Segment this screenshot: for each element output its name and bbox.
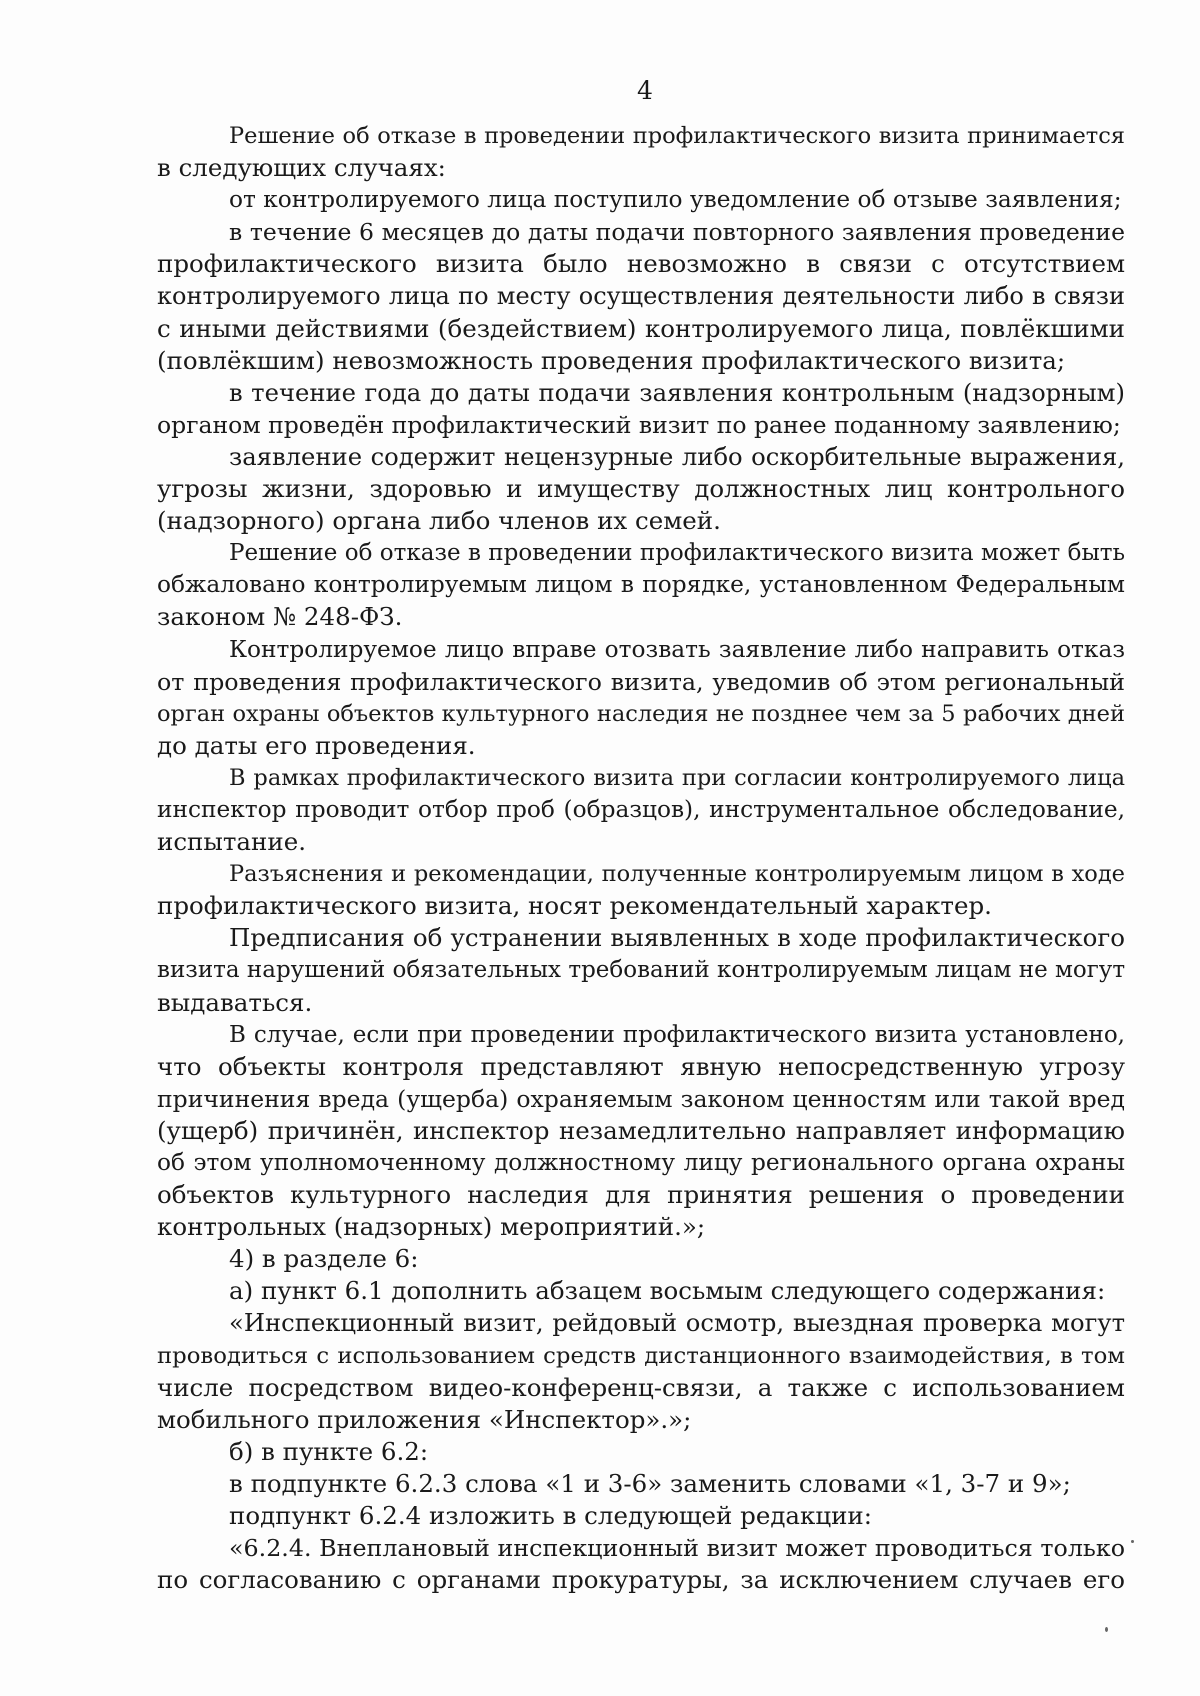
text-line: выдаваться.: [157, 987, 313, 1017]
text-line: в следующих случаях:: [157, 153, 446, 183]
text-line: Разъяснения и рекомендации, полученные контролируемым лицом в ходе: [229, 861, 1125, 888]
text-line: по согласованию с органами прокуратуры, за исключением случаев его: [157, 1565, 1125, 1595]
text-line: Решение об отказе в проведении профилактического визита принимается: [229, 123, 1125, 149]
text-line: 4) в разделе 6:: [229, 1244, 419, 1274]
text-line: Контролируемое лицо вправе отозвать заявление либо направить отказ: [229, 635, 1125, 663]
text-line: профилактического визита, носят рекомендательный характер.: [157, 891, 992, 921]
text-line: «Инспекционный визит, рейдовый осмотр, выездная проверка могут: [229, 1308, 1125, 1338]
text-line: что объекты контроля представляют явную непосредственную угрозу: [157, 1051, 1125, 1081]
text-line: в течение 6 месяцев до даты подачи повторного заявления проведение: [229, 218, 1125, 247]
text-line: испытание.: [157, 827, 306, 857]
text-line: от контролируемого лица поступило уведомление об отзыве заявления;: [229, 186, 1122, 214]
text-line: мобильного приложения «Инспектор».»;: [157, 1404, 692, 1434]
text-line: с иными действиями (бездействием) контролируемого лица, повлёкшими: [157, 313, 1125, 343]
text-line: (надзорного) органа либо членов их семей.: [157, 506, 721, 536]
text-line: инспектор проводит отбор проб (образцов), инструментальное обследование,: [157, 795, 1125, 823]
text-line: обжаловано контролируемым лицом в порядке, установленном Федеральным: [157, 571, 1125, 599]
text-line: Предписания об устранении выявленных в ходе профилактического: [229, 923, 1125, 953]
text-line: (повлёкшим) невозможность проведения профилактического визита;: [157, 345, 1066, 375]
text-line: (ущерб) причинён, инспектор незамедлительно направляет информацию: [157, 1115, 1125, 1145]
text-line: угрозы жизни, здоровью и имуществу должностных лиц контрольного: [157, 474, 1125, 504]
text-line: числе посредством видео-конференц-связи, а также с использованием: [157, 1372, 1125, 1402]
scan-speck: [1131, 1540, 1134, 1543]
text-line: причинения вреда (ущерба) охраняемым законом ценностям или такой вред: [157, 1084, 1125, 1113]
scan-speck: [1105, 1627, 1108, 1632]
text-line: контролируемого лица по месту осуществления деятельности либо в связи: [157, 282, 1125, 311]
text-line: в подпункте 6.2.3 слова «1 и 3-6» заменить словами «1, 3-7 и 9»;: [229, 1468, 1071, 1498]
text-line: «6.2.4. Внеплановый инспекционный визит может проводиться только: [229, 1534, 1125, 1563]
text-line: законом № 248-ФЗ.: [157, 602, 403, 632]
text-line: проводиться с использованием средств дистанционного взаимодействия, в том: [157, 1342, 1125, 1369]
text-line: В рамках профилактического визита при согласии контролируемого лица: [229, 764, 1125, 791]
text-line: до даты его проведения.: [157, 730, 476, 760]
text-line: от проведения профилактического визита, уведомив об этом региональный: [157, 667, 1125, 696]
text-line: объектов культурного наследия для принятия решения о проведении: [157, 1180, 1125, 1210]
text-line: контрольных (надзорных) мероприятий.»;: [157, 1212, 706, 1242]
text-line: в течение года до даты подачи заявления контрольным (надзорным): [229, 377, 1125, 407]
text-line: подпункт 6.2.4 изложить в следующей редакции:: [229, 1501, 873, 1531]
text-line: а) пункт 6.1 дополнить абзацем восьмым следующего содержания:: [229, 1276, 1106, 1306]
text-line: б) в пункте 6.2:: [229, 1436, 429, 1466]
text-line: Решение об отказе в проведении профилактического визита может быть: [229, 540, 1125, 567]
text-line: об этом уполномоченному должностному лицу регионального органа охраны: [157, 1149, 1125, 1176]
text-line: орган охраны объектов культурного наследия не позднее чем за 5 рабочих дней: [157, 700, 1125, 727]
document-body: [157, 120, 1125, 1596]
page-number: 4: [637, 76, 653, 105]
text-line: заявление содержит нецензурные либо оскорбительные выражения,: [229, 441, 1125, 471]
text-line: В случае, если при проведении профилактического визита установлено,: [229, 1021, 1125, 1048]
text-line: профилактического визита было невозможно в связи с отсутствием: [157, 249, 1125, 279]
text-line: визита нарушений обязательных требований контролируемым лицам не могут: [157, 957, 1126, 984]
text-line: органом проведён профилактический визит по ранее поданному заявлению;: [157, 410, 1121, 439]
